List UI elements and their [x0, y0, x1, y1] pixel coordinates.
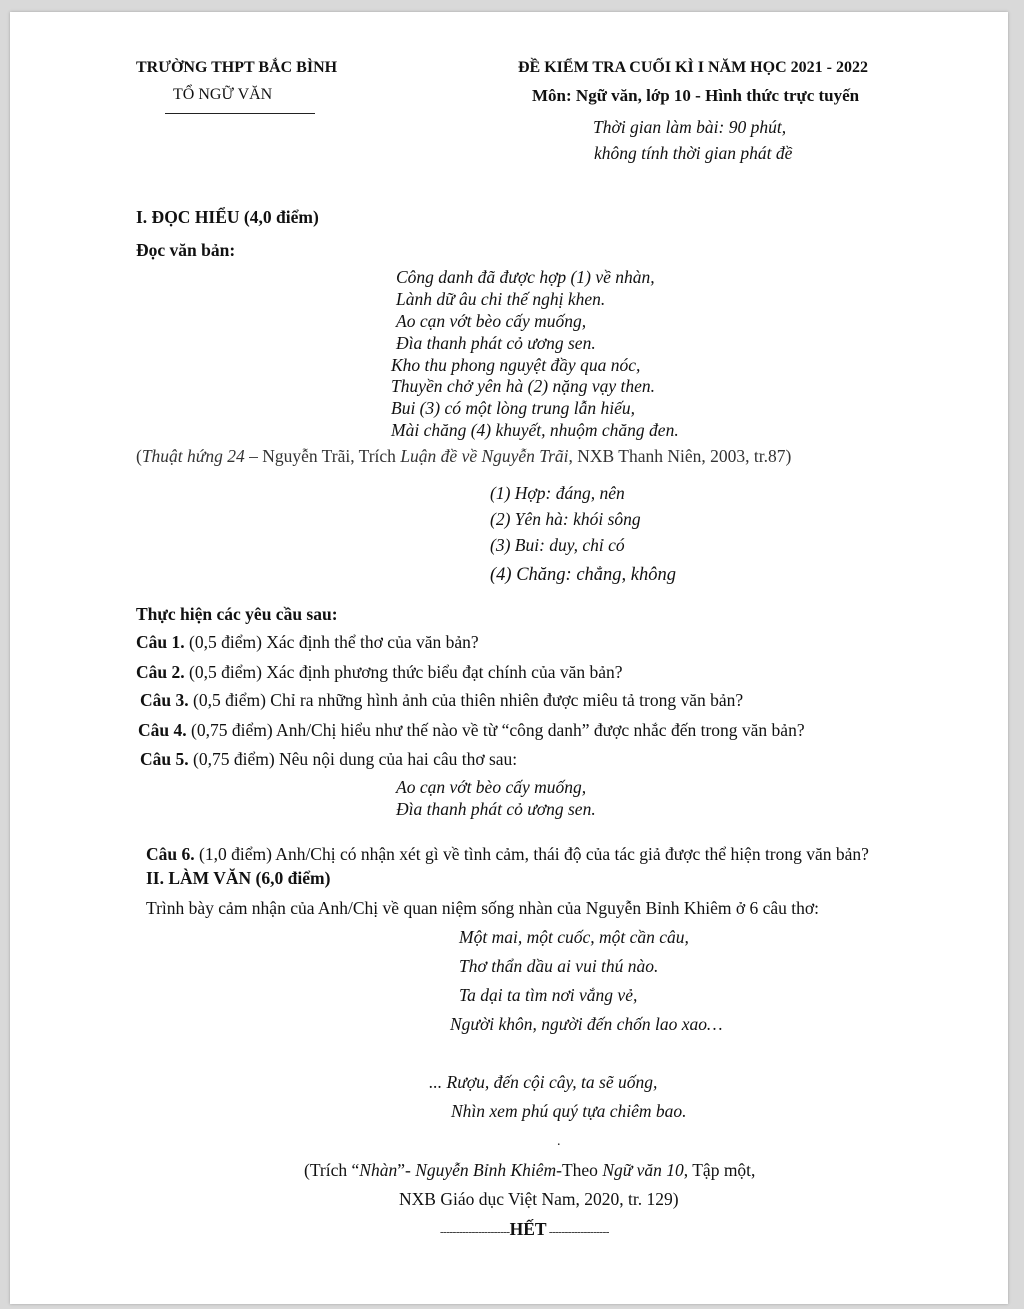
essay-poem-line: Một mai, một cuốc, một cần câu, — [459, 927, 689, 947]
footnote: (3) Bui: duy, chỉ có — [490, 535, 625, 555]
poem-line: Lành dữ âu chi thế nghị khen. — [396, 289, 606, 309]
essay-poem-line: Nhìn xem phú quý tựa chiêm bao. — [451, 1101, 687, 1121]
question-5: Câu 5. (0,75 điểm) Nêu nội dung của hai câu thơ sau: — [140, 749, 518, 769]
footnote: (4) Chăng: chẳng, không — [490, 565, 676, 585]
instructions-heading: Thực hiện các yêu cầu sau: — [136, 604, 338, 624]
footnote: (1) Hợp: đáng, nên — [490, 483, 625, 503]
poem-line: Thuyền chở yên hà (2) nặng vạy then. — [391, 376, 655, 396]
poem-line: Công danh đã được hợp (1) về nhàn, — [396, 267, 655, 287]
question-2: Câu 2. (0,5 điểm) Xác định phương thức biểu đạt chính của văn bản? — [136, 662, 623, 682]
exam-page — [10, 12, 1008, 1304]
essay-prompt: Trình bày cảm nhận của Anh/Chị về quan niệm sống nhàn của Nguyễn Bỉnh Khiêm ở 6 câu thơ: — [146, 898, 820, 918]
essay-source: (Trích “Nhàn”- Nguyễn Bỉnh Khiêm-Theo Ngữ văn 10, Tập một, — [304, 1160, 756, 1180]
exam-subject: Môn: Ngữ văn, lớp 10 - Hình thức trực tuyến — [532, 86, 860, 105]
poem-line: Mài chăng (4) khuyết, nhuộm chăng đen. — [391, 420, 679, 440]
section-1-heading: I. ĐỌC HIỂU (4,0 điểm) — [136, 207, 319, 227]
department-underline — [165, 113, 315, 114]
poem-line: Đìa thanh phát cỏ ương sen. — [396, 333, 596, 353]
section-2-heading: II. LÀM VĂN (6,0 điểm) — [146, 868, 331, 888]
question-5-verse: Đìa thanh phát cỏ ương sen. — [396, 799, 596, 819]
poem-line: Bui (3) có một lòng trung lẫn hiếu, — [391, 398, 636, 418]
exam-time-note: không tính thời gian phát đề — [594, 143, 793, 163]
question-1: Câu 1. (0,5 điểm) Xác định thể thơ của văn bản? — [136, 632, 479, 652]
question-4: Câu 4. (0,75 điểm) Anh/Chị hiểu như thế nào về từ “công danh” được nhắc đến trong văn bản? — [138, 720, 805, 740]
exam-title: ĐỀ KIỂM TRA CUỐI KÌ I NĂM HỌC 2021 - 2022 — [518, 59, 868, 76]
question-6: Câu 6. (1,0 điểm) Anh/Chị có nhận xét gì về tình cảm, thái độ của tác giả được thể hiện trong văn bản? — [146, 844, 869, 864]
stray-mark: . — [557, 1134, 561, 1149]
poem-line: Kho thu phong nguyệt đầy qua nóc, — [391, 355, 641, 375]
poem-line: Ao cạn vớt bèo cấy muống, — [396, 311, 587, 331]
essay-poem-line: Người khôn, người đến chốn lao xao… — [450, 1014, 723, 1034]
end-marker: ----------------------HẾT ------------------- — [440, 1219, 609, 1239]
department-name: TỔ NGỮ VĂN — [173, 86, 273, 103]
essay-poem-line: Ta dại ta tìm nơi vắng vẻ, — [459, 985, 638, 1005]
question-3: Câu 3. (0,5 điểm) Chỉ ra những hình ảnh của thiên nhiên được miêu tả trong văn bản? — [140, 690, 744, 710]
essay-poem-line: ... Rượu, đến cội cây, ta sẽ uống, — [429, 1072, 658, 1092]
footnote: (2) Yên hà: khói sông — [490, 509, 641, 529]
exam-time: Thời gian làm bài: 90 phút, — [593, 117, 787, 137]
school-name: TRƯỜNG THPT BẮC BÌNH — [136, 59, 338, 76]
essay-poem-line: Thơ thẩn dầu ai vui thú nào. — [459, 956, 659, 976]
question-5-verse: Ao cạn vớt bèo cấy muống, — [396, 777, 587, 797]
poem-source: (Thuật hứng 24 – Nguyễn Trãi, Trích Luận đề về Nguyễn Trãi, NXB Thanh Niên, 2003, tr.87) — [136, 446, 792, 466]
essay-source-publisher: NXB Giáo dục Việt Nam, 2020, tr. 129) — [399, 1189, 679, 1209]
read-text-label: Đọc văn bản: — [136, 240, 236, 260]
